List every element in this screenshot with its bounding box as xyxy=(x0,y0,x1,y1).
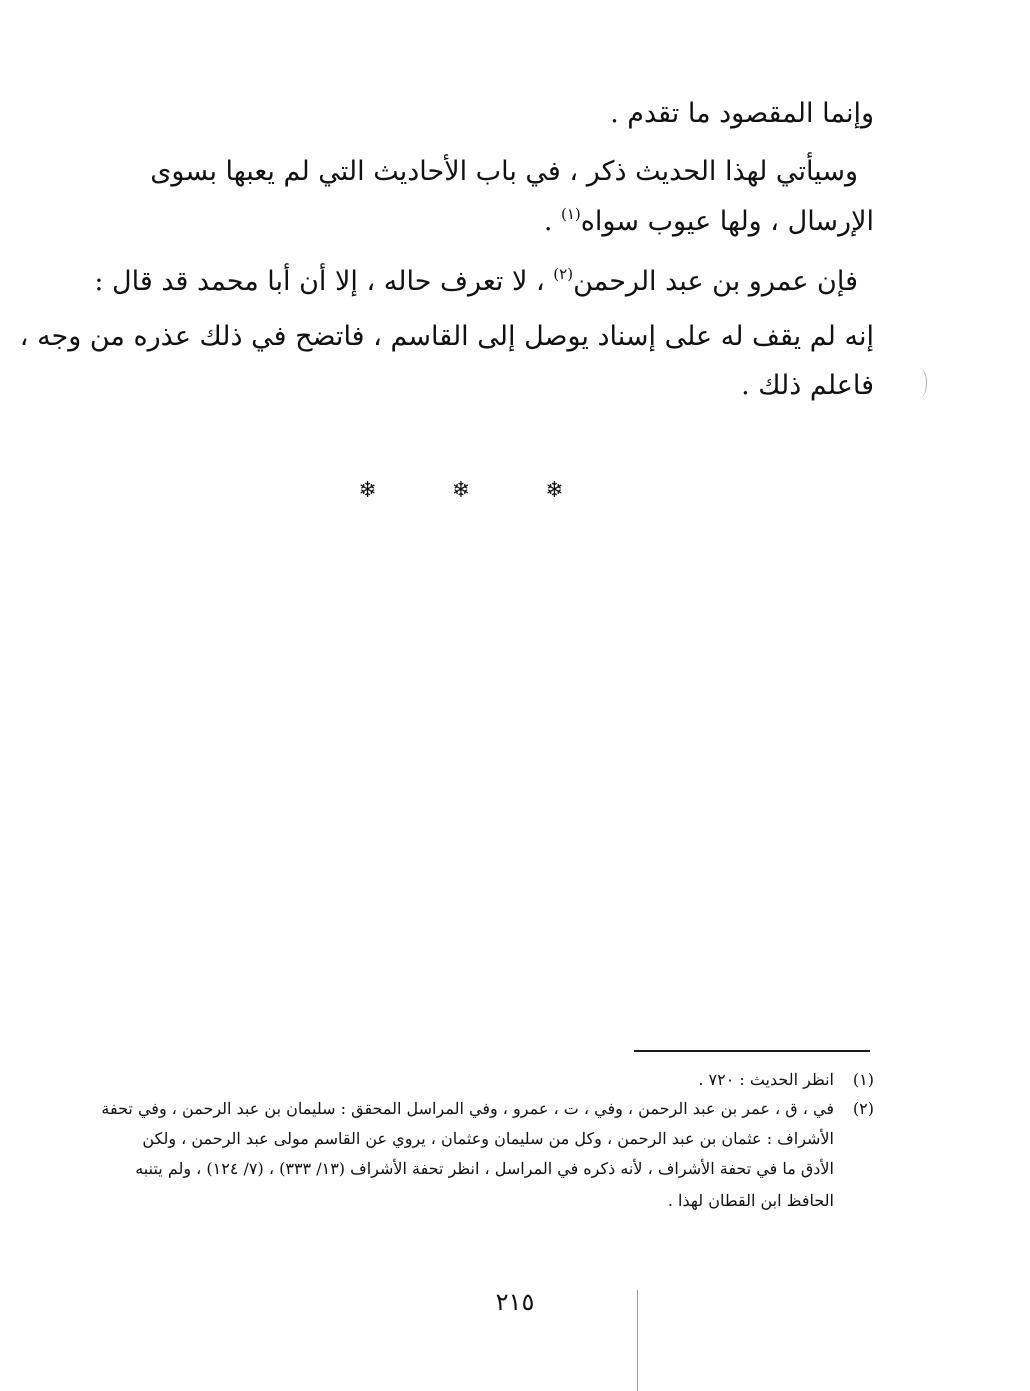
footnote-2-line-4: الحافظ ابن القطان لهذا . xyxy=(667,1191,834,1210)
body-line-1: وإنما المقصود ما تقدم . xyxy=(610,98,874,129)
footnote-2-line-3: الأدق ما في تحفة الأشراف ، لأنه ذكره في المراسل ، انظر تحفة الأشراف (١٣/ ٣٣٣) ، (٧/ ١٢٤) ، ولم يتنبه xyxy=(135,1159,834,1178)
footnote-2-number: (٢) xyxy=(852,1099,874,1118)
page-number: ٢١٥ xyxy=(495,1288,535,1316)
body-line-5: إنه لم يقف له على إسناد يوصل إلى القاسم ، فاتضح في ذلك عذره من وجه ، xyxy=(19,321,874,352)
footnote-ref-1: (١) xyxy=(560,205,581,223)
body-line-6: فاعلم ذلك . xyxy=(741,370,874,401)
body-line-2: وسيأتي لهذا الحديث ذكر ، في باب الأحاديث التي لم يعبها بسوى xyxy=(150,156,858,187)
footnote-1 xyxy=(164,1068,874,1092)
footnote-2-line-2: الأشراف : عثمان بن عبد الرحمن ، وكل من سليمان وعثمان ، يروي عن القاسم مولى عبد الرحمن ، ولكن xyxy=(142,1129,834,1148)
footnote-1-text: انظر الحديث : ٧٢٠ . xyxy=(698,1070,834,1089)
body-line-4-start: فإن عمرو بن عبد الرحمن xyxy=(573,266,858,297)
body-line-4 xyxy=(94,262,858,302)
body-line-3 xyxy=(164,202,874,242)
section-separator-stars: ❄ ❄ ❄ xyxy=(358,478,598,503)
body-line-4-end: ، لا تعرف حاله ، إلا أن أبا محمد قد قال : xyxy=(94,266,545,297)
binding-edge-line xyxy=(637,1290,638,1391)
footnote-2-line-1-text: في ، ق ، عمر بن عبد الرحمن ، وفي ، ت ، عمرو ، وفي المراسل المحقق : سليمان بن عبد الرحمن ، وفي تحفة xyxy=(101,1099,834,1118)
footnote-rule xyxy=(634,1050,870,1052)
margin-mark xyxy=(912,368,927,398)
footnote-1-number: (١) xyxy=(852,1070,874,1089)
body-line-3-end: . xyxy=(543,206,561,237)
footnote-2-line-1 xyxy=(101,1097,874,1121)
body-line-3-text: الإرسال ، ولها عيوب سواه xyxy=(580,206,874,237)
footnote-ref-2: (٢) xyxy=(553,265,574,283)
